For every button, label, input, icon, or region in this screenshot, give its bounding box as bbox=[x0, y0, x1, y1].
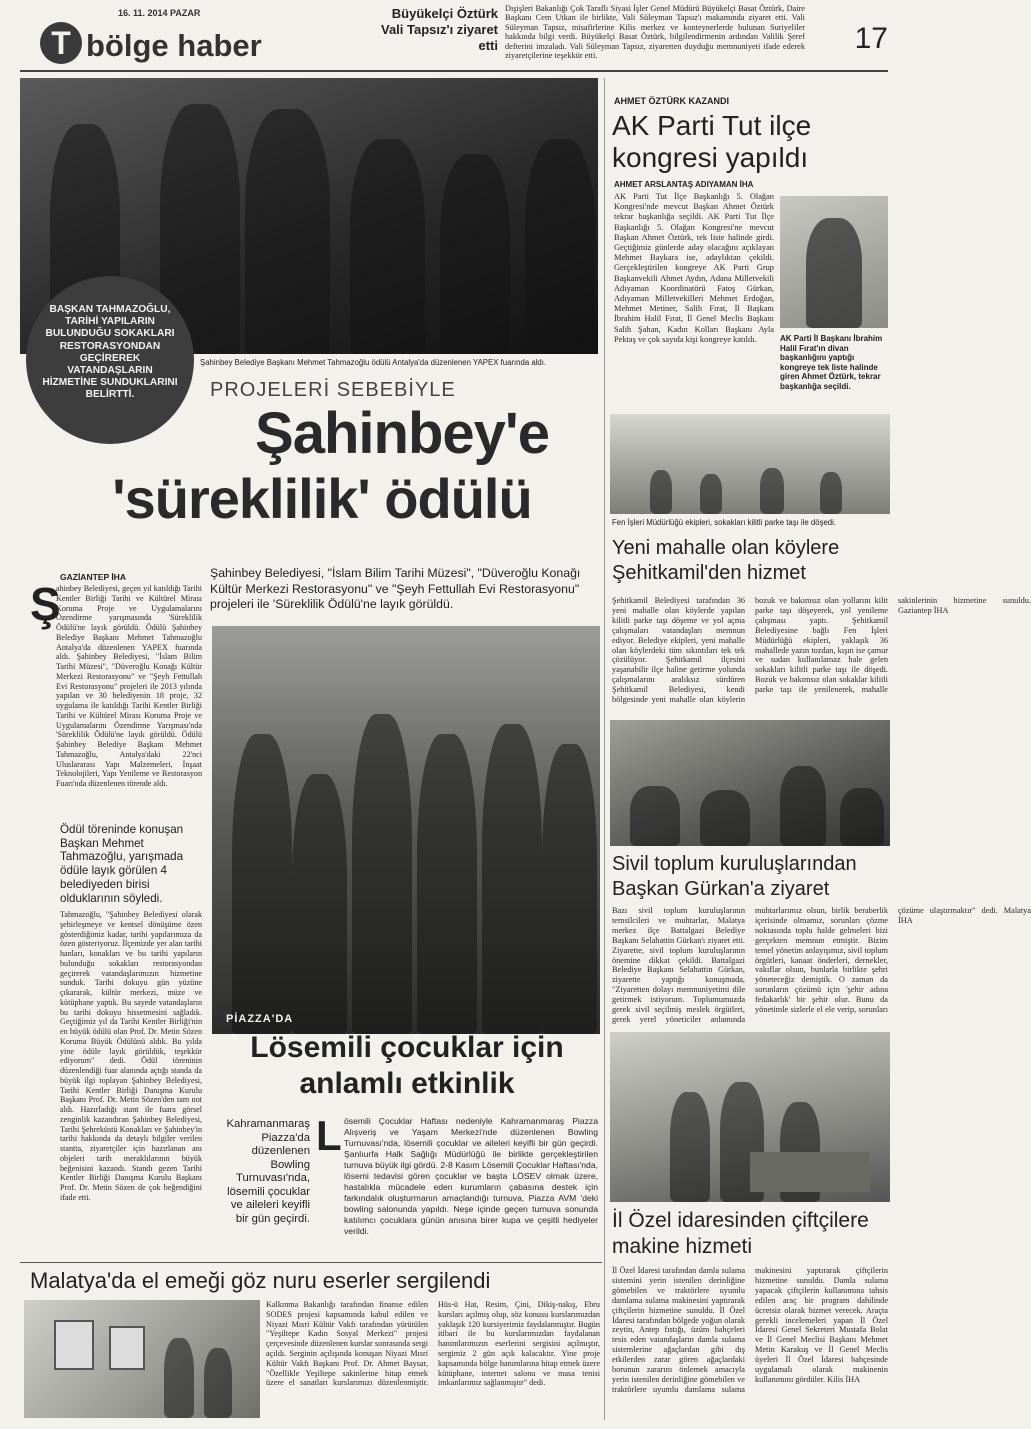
malatya-headline: Malatya'da el emeği göz nuru eserler sergilendi bbox=[30, 1268, 491, 1293]
award-photo-caption: Şahinbey Belediye Başkanı Mehmet Tahmazoğlu ödülü Antalya'da düzenlenen YAPEX fuarında aldı. bbox=[200, 358, 547, 367]
kilis-body: İl Özel İdaresi tarafından damla sulama sistemini yerin istenilen derinliğine gömebilen ve traktörlere uyumlu damlama sulama makinesini yaptırarak çiftçilerin hizmetine sunuldu. İl Özel İdaresi tarafından bölgede yoğun olarak zeytin, Antep fıstığı, üzüm bahçeleri tesis eden vatandaşların damla sulama sistemlerine ağaçlardan gibi dış etkilerden zarar gören ağaçlardaki borunun zararını önlemek amacıyla yerin istenilen derinliğine gömebilen ve traktörlere uyumlu damlama sulama makinesini yaptırarak çiftçilerin hizmetine sunuldu. Damla sulama yapacak çiftçilerin kullanımına tahsis edilen araç bir program dahilinde ücretsiz olarak hizmet verecek. Araçta gerekli incelemeleri yapan İl Özel İdaresi Genel Sekreteri Mustafa Bolat ve İl Genel Meclisi Başkanı Mehmet Metin Karakuş ve İl Genel Meclis üyeleri İl Özel İdaresi bahçesinde uygulamalı olarak makinenin kullanımını gördüler. Kilis İHA bbox=[612, 1266, 888, 1394]
main-byline: GAZİANTEP İHA bbox=[60, 572, 126, 582]
callout-bubble bbox=[26, 276, 194, 444]
ak-kicker: AHMET ÖZTÜRK KAZANDI bbox=[614, 96, 729, 106]
losev-headline: Lösemili çocuklar için anlamlı etkinlik bbox=[250, 1031, 564, 1100]
issue-date: 16. 11. 2014 PAZAR bbox=[118, 8, 201, 18]
ak-byline: AHMET ARSLANTAŞ ADIYAMAN İHA bbox=[614, 180, 754, 189]
callout-text: BAŞKAN TAHMAZOĞLU, TARİHİ YAPILARIN BULUNDUĞU SOKAKLARI RESTORASYONDAN GEÇİREREK VATANDAŞLARIN HİZMETİNE SUNDUKLARINI BELİRTTİ. bbox=[42, 304, 178, 401]
bowling-event-photo bbox=[212, 626, 600, 1034]
main-headline-line-2: 'süreklilik' ödülü bbox=[112, 467, 532, 530]
malatya-body: Kalkınma Bakanlığı tarafından finanse edilen SODES projesi kapsamında kabul edilen ve Niyazi Mısri Kültür Vakfı tarafından yürütülen "Yeşiltepe Kadın Sosyal Merkezi" projesi çerçevesinde düzenlenen kurslar sonrasında sergi açıldı. Serginin açılışında konuşan Niyazi Mısri Kültür Vakfı Başkanı Prof. Dr. Ahmet Baysar, "Özellikle Yeşiltepe sakinlerine hitap etmek üzere el sanatları kurslarımızı düzenlenmiştir. Hüs-ü Hat, Resim, Çini, Dikiş-nakış, Ebru kursları açılmış olup, söz konusu kurslarımızdan yaklaşık 120 kursiyerimiz faydalanmıştır. Bugün itibari ile bu kurslarımızdan faydalanan hanımlarımızın eserlerini sergisini açılmıştır, sergimiz 2 gün açık kalacaktır. Yine proje kapsamında bölge hanımlarına hitap etmek üzere kütüphane, internet salonu ve masa tenisi imkanlarımız sağlanmıştır" dedi. bbox=[266, 1300, 600, 1388]
gurkan-body: Bazı sivil toplum kuruluşlarının temsilcileri ve muhtarlar, Malatya merkez ilçe Battalgazi Belediye Başkanı Selahattin Gürkan'ı ziyaret etti. Ziyarette, sivil toplum kuruluşlarının önemine dikkat çekildi. Battalgazi Belediye Başkanı Selahattin Gürkan, ziyarette yaptığı konuşmada, "Ziyaretten dolayı memnuniyetimi dile getirmek istiyorum. Toplumumuzda gerek sivil seçilmiş meslek örgütleri, gerek yerel yöneticiler anlamında muhtarlarımız olsun, birlik beraberlik içerisinde olmamız, sorunları çözme noktasında toplu halde gelmeleri bizi gerçekten memnun etmiştir. Bizim temel yönetim anlayışımız, sivil toplum örgütleri, kanaat önderleri, dernekler, vakıflar olsun, bunlarla birlikte şehri yöneteceğiz demiştik. O zaman da sorunların çözümü için 'şehir adına fedakarlık' bir şehir olur. Bunu da yönetimle sizlerle el ele verip, sorunları çözüme ulaştırmaktır" dedi. Malatya İHA bbox=[612, 906, 1031, 1024]
logo-letter: T bbox=[51, 25, 71, 61]
exhibition-photo bbox=[24, 1300, 260, 1418]
main-kicker: PROJELERİ SEBEBİYLE bbox=[210, 379, 456, 401]
main-body-part-1: ahinbey Belediyesi, geçen yıl katıldığı Tarihi Kentler Birliği Tarihi ve Kültürel Mirası Koruma Proje ve Uygulamalarını Özendirme yarışmasında 'Süreklilik Ödülü'ne layık görüldü. Ödülü Şahinbey Belediye Başkanı Mehmet Tahmazoğlu Antalya'da düzenlenen YAPEX fuarında aldı. Şahinbey Belediyesi, "İslam Bilim Tarihi Müzesi", "Düveroğlu Konağı Kültür Merkezi Restorasyonu" ve "Şeyh Fettullah Evi Restorasyonu" projeleri ile 2013 yılında yapılan ve 30 belediyenin 18 proje, 32 uygulama ile katıldığı Tarihi Kentler Birliği Tarihi ve Kültürel Mirası Koruma Proje ve Uygulamalarını Özendirme Yarışması'nda 'Süreklilik Ödülü'ne layık görüldü. Ödülü Şahinbey Belediye Başkanı Mehmet Tahmazoğlu, Antalya'daki 22'nci Uluslararası Yapı Malzemeleri, İnşaat Teknolojileri, Yapı Yenileme ve Restorasyon Fuarı'nda düzenlenen törende aldı. bbox=[56, 584, 202, 788]
losev-spot: Kahramanmaraş Piazza'da düzenlenen Bowling Turnuvası'nda, lösemili çocuklar ve aileleri keyifli bir gün geçirdi. bbox=[226, 1118, 310, 1225]
paving-photo-caption: Fen İşleri Müdürlüğü ekipleri, sokakları kilitli parke taşı ile döşedi. bbox=[612, 518, 837, 527]
ak-photo-caption: AK Parti İl Başkanı İbrahim Halil Fırat'ın divan başkanlığını yaptığı kongreye tek liste halinde giren Ahmet Öztürk, tekrar başkanlığa seçildi. bbox=[780, 334, 883, 391]
page-number: 17 bbox=[854, 22, 888, 55]
masthead bbox=[0, 0, 900, 72]
kilis-headline: İl Özel idaresinden çiftçilere makine hizmeti bbox=[612, 1209, 869, 1258]
sehitkamil-body: Şehitkamil Belediyesi tarafından 36 yeni mahalle olan köylerde yapılan kilitli parke taşı döşeme ve yol açma çalışmaları vatandaşları memnun ediyor. Belediye ekipleri, yeni mahalle olan köylerdeki tüm sıkıntıları tek tek çözülüyor. Şehitkamil ilçesini yaşanabilir ilçe haline getirme yolunda çalışmalarını aralıksız sürdüren Şehitkamil Belediyesi, kendi bölgesinde yeni mahalle olan köylerin bozuk ve bakımsız olan yollarını kilit parke taşı döşeyerek, yol yenileme çalışması yaptı. Şehitkamil Belediyesine bağlı Fen İşleri Müdürlüğü ekipleri, yaklaşık 36 mahallede yazın tozdan, kışın ise çamur ve sudan kullanılamaz hale gelen sokakları kilitli parke taşı ile döşedi. Bozuk ve bakımsız olan sokaklar kilitli parke taşı ile yenilenerek, mahalle sakinlerinin hizmetine sunuldu. Gaziantep İHA bbox=[612, 596, 1031, 705]
sehitkamil-headline: Yeni mahalle olan köylere Şehitkamil'den hizmet bbox=[612, 537, 840, 584]
section-title: bölge haber bbox=[86, 28, 262, 63]
main-pull-quote: Ödül töreninde konuşan Başkan Mehmet Tahmazoğlu, yarışmada ödüle layık görülen 4 belediyeden birisi olduklarının söyledi. bbox=[60, 823, 184, 905]
paving-work-photo bbox=[610, 414, 890, 514]
main-dropcap: Ş bbox=[30, 578, 61, 630]
office-visit-photo bbox=[610, 720, 890, 846]
ak-body: AK Parti Tut İlçe Başkanlığı 5. Olağan Kongresi'nde mevcut Başkan Ahmet Öztürk tekrar başkanlığa seçildi. AK Parti Tut İlçe Başkanlığı 5. Olağan Kongresi'ne mevcut Başkan Ahmet Öztürk, tek liste halinde girdi. Geçtiğimiz günlerde aday olacağını açıklayan Mehmet Baykara ise, adaylıktan çekildi. Gerçekleştirilen kongreye AK Parti Grup Başkanvekili Ahmet Aydın, Adana Milletvekili Adıyaman Koordinatörü Fatoş Gürkan, Adıyaman Milletvekilleri Mehmet Erdoğan, Mehmet Metiner, Salih Fırat, İl Başkanı İbrahim Halil Fırat, İl Genel Meclis Başkanı Salih Şahan, Kadın Kolları Başkanı Ayla Pektaş ve çok sayıda kişi kongreye katıldı. bbox=[614, 192, 774, 344]
machine-inspection-photo bbox=[610, 1032, 890, 1202]
main-headline-line-1: Şahinbey'e bbox=[255, 401, 549, 466]
masthead-rule bbox=[20, 70, 888, 72]
teaser-text: Dışişleri Bakanlığı Çok Taraflı Siyasi İşler Genel Müdürü Büyükelçi Basat Öztürk, Daire Başkanı Cem Utkan ile birlikte, Vali Süleyman Tapsız'ı makamında ziyaret etti. Vali Süleyman Tapsız, misafirlerine Kilis merkez ve konteynerlerde bulunan Suriyeliler hakkında bilgi verdi. Büyükelçi Basat Öztürk, bilgilendirmenin ardından Valilik Şeref defterini imzaladı. Vali Süleyman Tapsız, ziyaretten duyduğu memnuniyeti ifade ederek ziyaretçilerine teşekkür etti. bbox=[505, 4, 805, 61]
main-spot: Şahinbey Belediyesi, "İslam Bilim Tarihi Müzesi", "Düveroğlu Konağı Kültür Merkezi Restorasyonu" ve "Şeyh Fettullah Evi Restorasyonu" projeleri ile 'Süreklilik Ödülü'ne layık görüldü. bbox=[210, 566, 581, 611]
losev-dropcap: L bbox=[316, 1112, 342, 1159]
right-column-divider bbox=[604, 78, 605, 1420]
ak-headline: AK Parti Tut ilçe kongresi yapıldı bbox=[612, 110, 812, 173]
losev-kicker: PİAZZA'DA bbox=[226, 1013, 294, 1025]
logo-badge bbox=[40, 22, 82, 64]
main-body-part-2: Tahmazoğlu, "Şahinbey Belediyesi olarak şehirleşmeye ve kentsel dönüşüme özen gösterdiğimiz kadar, tarihi yapılarımıza da özen gösteriyoruz. İlçemizde yer alan tarihi hanları, konakları ve bu tarihi yapıların bulunduğu sokakları restorasyondan geçirerek vatandaşlarımızın hizmetine sunduk. Tarihi dokuyu gün yüzüne çıkararak, kültür merkezi, müze ve kütüphane yaptık. Bu sayede vatandaşların bu tarihi dokuyu hissetmesini sağladık. Geçtiğimiz yıl da Tarihi Kentler Birliği'nin en büyük ödülü olan Prof. Dr. Metin Sözen Koruma Büyük Ödülünü aldık. Bu yılda yine ödüle layık görüldük, teşekkür ediyorum" dedi. Ödül töreninin düzenlendiği fuar alanında açtığı standa da büyük ilgi toplayan Şahinbey Belediyesi, Tarihi Kentler Birliği Danışma Kurulu Başkanı Prof. Dr. Metin Sözen'den tam not aldı. Hazırladığı stant ile fuara görsel zenginlik kazandıran Şahinbey Belediyesi, Tarihi Şehreküstü Konakları ve Şahinbey'in tarihi hakkında da detaylı bilgiler verilen stantta, ziyaretçiler için hazırlanan anı objeleri tarih meraklılarının büyük beğenisini kazandı. Standı gezen Tarihi Kentler Birliği Danışma Kurulu Başkanı Prof. Dr. Metin Sözen de çok beğendiğini ifade etti. bbox=[60, 910, 202, 1202]
teaser-title: Büyükelçi Öztürk Vali Tapsız'ı ziyaret etti bbox=[380, 6, 498, 53]
malatya-top-rule bbox=[20, 1262, 602, 1263]
gurkan-headline: Sivil toplum kuruluşlarından Başkan Gürkan'a ziyaret bbox=[612, 853, 857, 900]
losev-body: ösemili Çocuklar Haftası nedeniyle Kahramanmaraş Piazza Alışveriş ve Yaşam Merkezi'nde düzenlenen Bowling Turnuvası'nda, lösemili çocuklar ve aileleri keyifli bir gün geçirdi. Şanlıurfa Halk Sağlığı Müdürlüğü ile birlikte gerçekleştirilen turnuva büyük ilgi gördü. 2-8 Kasım Lösemili Çocuklar Haftası'nda, lösemi tedavisi gören çocuklar ve başta LÖSEV olmak üzere, hastalıkla mücadele eden kurumların çabasına destek için farkındalık oluşturmanın amaçlandığı turnuva, Piazza AVM 'deki bowling salonunda yapıldı. Neşe içinde geçen turnuva sonunda katılımcı çocuklara günün anısına birer kupa ve çeşitli hediyeler verildi. bbox=[344, 1116, 598, 1236]
ak-party-photo bbox=[780, 196, 888, 328]
